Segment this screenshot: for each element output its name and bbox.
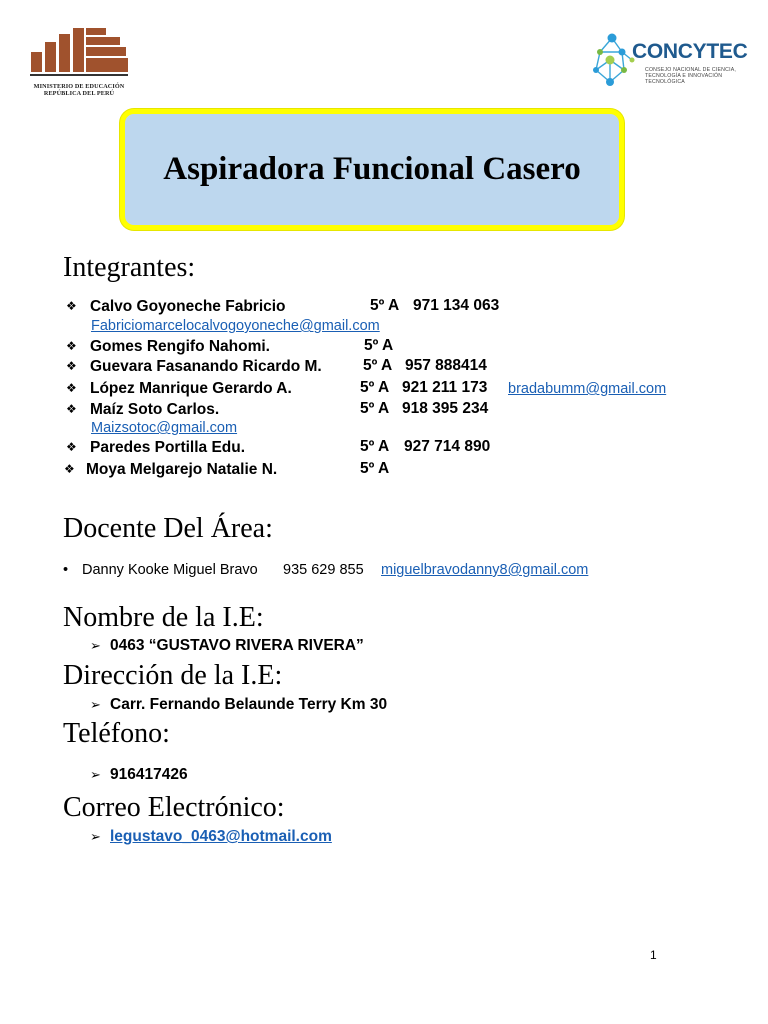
docente-email-link[interactable]: miguelbravodanny8@gmail.com: [381, 562, 589, 578]
member-grade: 5º A: [360, 400, 390, 417]
concytec-tagline-line2: TECNOLOGÍA E INNOVACIÓN TECNOLÓGICA: [645, 73, 723, 85]
telefono-heading: Teléfono:: [63, 718, 170, 749]
ie-address-row: [90, 696, 387, 714]
diamond-bullet-icon: ❖: [66, 339, 77, 353]
member-grade: 5º A: [360, 379, 390, 396]
minedu-caption-line2: REPÚBLICA DEL PERÚ: [43, 90, 115, 97]
ie-address-value: Carr. Fernando Belaunde Terry Km 30: [110, 696, 388, 713]
arrow-bullet-icon: ➢: [90, 829, 101, 844]
docente-name: Danny Kooke Miguel Bravo: [82, 562, 258, 578]
member-email-row: [91, 317, 380, 335]
page-number: 1: [650, 948, 657, 962]
arrow-bullet-icon: ➢: [90, 638, 101, 653]
member-row: [66, 337, 394, 356]
member-row: [64, 460, 390, 479]
arrow-bullet-icon: ➢: [90, 697, 101, 712]
member-email-link[interactable]: Fabriciomarcelocalvogoyoneche@gmail.com: [91, 318, 380, 334]
concytec-tagline-line1: CONSEJO NACIONAL DE CIENCIA,: [645, 67, 737, 73]
diamond-bullet-icon: ❖: [64, 462, 75, 476]
member-phone: 918 395 234: [402, 400, 489, 417]
minedu-emblem-icon: [28, 26, 130, 82]
member-row: [66, 379, 667, 398]
member-email-link[interactable]: Maizsotoc@gmail.com: [91, 420, 238, 436]
correo-row: [90, 828, 332, 846]
member-name: Calvo Goyoneche Fabricio: [90, 298, 286, 315]
integrantes-heading: Integrantes:: [63, 252, 196, 283]
member-name: López Manrique Gerardo A.: [90, 380, 292, 397]
member-grade: 5º A: [360, 460, 390, 477]
diamond-bullet-icon: ❖: [66, 402, 77, 416]
ie-name-row: [90, 637, 364, 655]
member-grade: 5º A: [360, 438, 390, 455]
diamond-bullet-icon: ❖: [66, 381, 77, 395]
member-phone: 957 888414: [405, 357, 487, 374]
ie-name-value: 0463 “GUSTAVO RIVERA RIVERA”: [110, 637, 364, 654]
dot-bullet-icon: •: [63, 562, 69, 578]
member-row: [66, 357, 487, 376]
minedu-logo: [28, 26, 130, 102]
member-grade: 5º A: [370, 297, 400, 314]
member-row: [66, 400, 489, 419]
title-box: [120, 109, 624, 230]
correo-heading: Correo Electrónico:: [63, 792, 285, 823]
docente-heading: Docente Del Área:: [63, 513, 273, 544]
member-name: Gomes Rengifo Nahomi.: [90, 338, 270, 355]
member-name: Paredes Portilla Edu.: [90, 439, 246, 456]
concytec-logo: [588, 30, 753, 96]
member-phone: 921 211 173: [402, 379, 488, 396]
member-row: [66, 438, 491, 457]
diamond-bullet-icon: ❖: [66, 440, 77, 454]
telefono-value: 916417426: [110, 766, 188, 783]
telefono-row: [90, 766, 188, 784]
member-name: Moya Melgarejo Natalie N.: [86, 461, 278, 478]
member-phone: 971 134 063: [413, 297, 500, 314]
minedu-caption-line1: MINISTERIO DE EDUCACIÓN: [33, 83, 125, 90]
diamond-bullet-icon: ❖: [66, 359, 77, 373]
arrow-bullet-icon: ➢: [90, 767, 101, 782]
member-grade: 5º A: [364, 337, 394, 354]
member-email-link[interactable]: bradabumm@gmail.com: [508, 381, 667, 397]
concytec-wordmark: CONCYTEC: [632, 40, 748, 63]
member-email-row: [91, 419, 237, 437]
docente-row: [63, 561, 589, 579]
correo-email-link[interactable]: legustavo_0463@hotmail.com: [110, 828, 332, 845]
diamond-bullet-icon: ❖: [66, 299, 77, 313]
concytec-tagline: [645, 67, 755, 85]
member-row: [66, 297, 500, 316]
ie-name-heading: Nombre de la I.E:: [63, 602, 264, 633]
member-phone: 927 714 890: [404, 438, 491, 455]
document-title: Aspiradora Funcional Casero: [163, 151, 581, 187]
member-name: Maíz Soto Carlos.: [90, 401, 220, 418]
member-grade: 5º A: [363, 357, 393, 374]
ie-address-heading: Dirección de la I.E:: [63, 660, 283, 691]
concytec-network-icon: [588, 30, 638, 96]
docente-phone: 935 629 855: [283, 562, 364, 578]
member-name: Guevara Fasanando Ricardo M.: [90, 358, 322, 375]
